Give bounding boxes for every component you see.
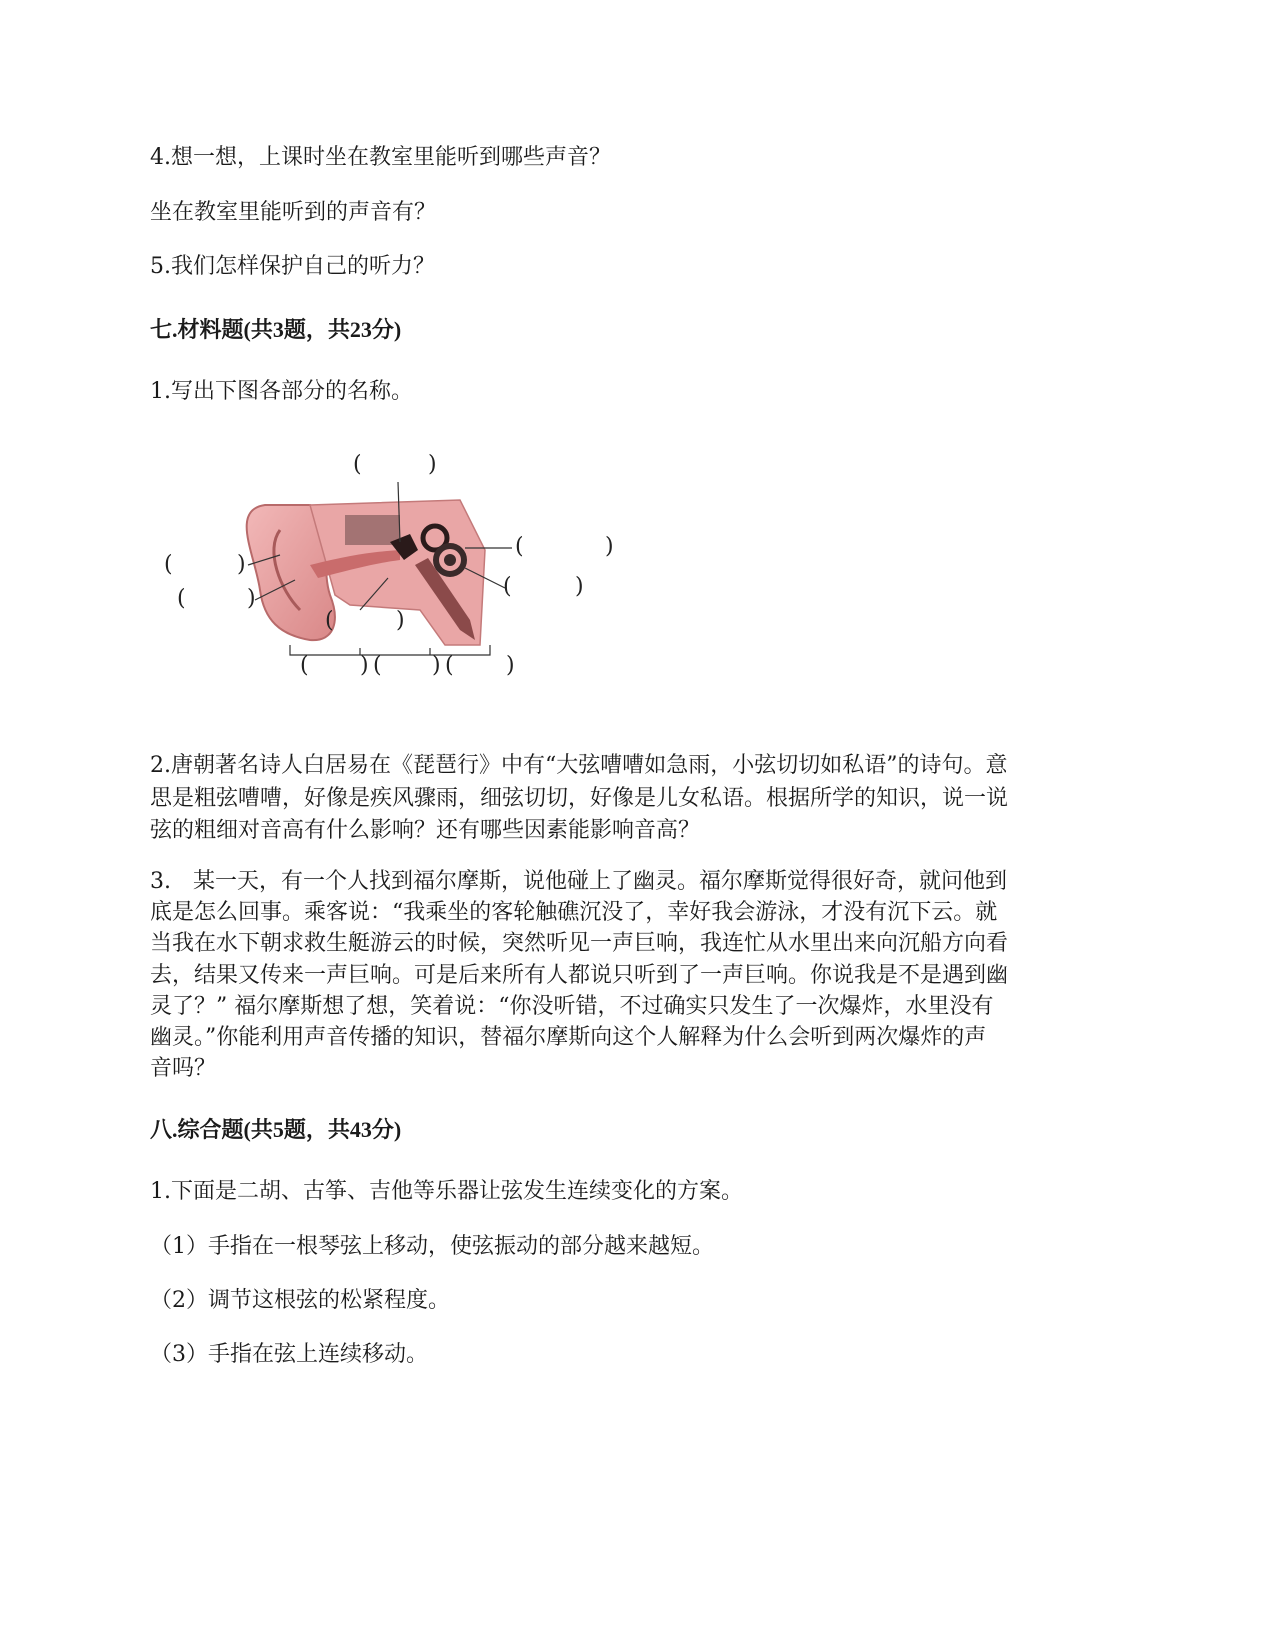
- section-8-question-1: 1.下面是二胡、古筝、吉他等乐器让弦发生连续变化的方案。: [150, 1179, 743, 1204]
- label-blank-bottom3-close: ): [506, 653, 515, 678]
- question-2-line: 思是粗弦嘈嘈，好像是疾风骤雨，细弦切切，好像是儿女私语。根据所学的知识，说一说: [150, 785, 1009, 811]
- label-blank-bottom3-open: (: [445, 653, 454, 678]
- question-3-line: 去，结果又传来一声巨响。可是后来所有人都说只听到了一声巨响。你说我是不是遇到幽: [150, 962, 1009, 988]
- ear-diagram: [160, 460, 660, 730]
- question-3-line: 当我在水下朝求救生艇游云的时候，突然听见一声巨响，我连忙从水里出来向沉船方向看: [150, 931, 1009, 957]
- label-blank-middle-close: ): [396, 608, 405, 633]
- question-4-subline: 坐在教室里能听到的声音有？: [150, 200, 437, 225]
- section-8-heading: 八.综合题(共5题，共43分): [150, 1117, 402, 1142]
- label-blank-right1-open: (: [515, 534, 524, 559]
- question-3-line: 音吗？: [150, 1056, 217, 1082]
- section-7-question-1: 1.写出下图各部分的名称。: [150, 379, 413, 404]
- question-3-line: 3. 某一天，有一个人找到福尔摩斯，说他碰上了幽灵。福尔摩斯觉得很好奇，就问他到: [150, 869, 1007, 894]
- section-7-question-2: [150, 750, 1125, 848]
- question-3-line: 灵了？” 福尔摩斯想了想，笑着说：“你没听错，不过确实只发生了一次爆炸，水里没有: [150, 993, 994, 1019]
- label-blank-right1-close: ): [605, 534, 614, 559]
- question-5: 5.我们怎样保护自己的听力？: [150, 254, 435, 279]
- option-2: （2）调节这根弦的松紧程度。: [150, 1288, 450, 1313]
- section-7-heading: 七.材料题(共3题，共23分): [150, 317, 402, 342]
- label-blank-right2-close: ): [575, 574, 584, 599]
- question-4: 4.想一想，上课时坐在教室里能听到哪些声音？: [150, 145, 611, 170]
- label-blank-middle-open: (: [325, 608, 334, 633]
- option-3: （3）手指在弦上连续移动。: [150, 1342, 428, 1367]
- label-blank-top-close: ): [428, 452, 437, 477]
- label-blank-left1-close: ): [237, 552, 246, 577]
- label-blank-top-open: (: [353, 452, 362, 477]
- question-3-line: 底是怎么回事。乘客说：“我乘坐的客轮触礁沉没了，幸好我会游泳，才没有沉下云。就: [150, 900, 998, 926]
- question-2-line: 2.唐朝著名诗人白居易在《琵琶行》中有“大弦嘈嘈如急雨，小弦切切如私语”的诗句。意: [150, 753, 1008, 778]
- label-blank-bottom2-close: ): [432, 653, 441, 678]
- option-1: （1）手指在一根琴弦上移动，使弦振动的部分越来越短。: [150, 1234, 714, 1259]
- question-3-line: 幽灵。”你能利用声音传播的知识，替福尔摩斯向这个人解释为什么会听到两次爆炸的声: [150, 1025, 987, 1051]
- label-blank-left2-open: (: [177, 586, 186, 611]
- label-blank-bottom2-open: (: [373, 653, 382, 678]
- label-blank-left2-close: ): [247, 586, 256, 611]
- label-blank-bottom1-close: ): [360, 653, 369, 678]
- question-2-line: 弦的粗细对音高有什么影响？还有哪些因素能影响音高？: [150, 818, 701, 843]
- label-blank-bottom1-open: (: [300, 653, 309, 678]
- ear-anatomy-figure: [160, 452, 660, 730]
- label-blank-right2-open: (: [503, 574, 512, 599]
- label-blank-left1-open: (: [164, 552, 173, 577]
- section-7-question-3: [150, 866, 1125, 1084]
